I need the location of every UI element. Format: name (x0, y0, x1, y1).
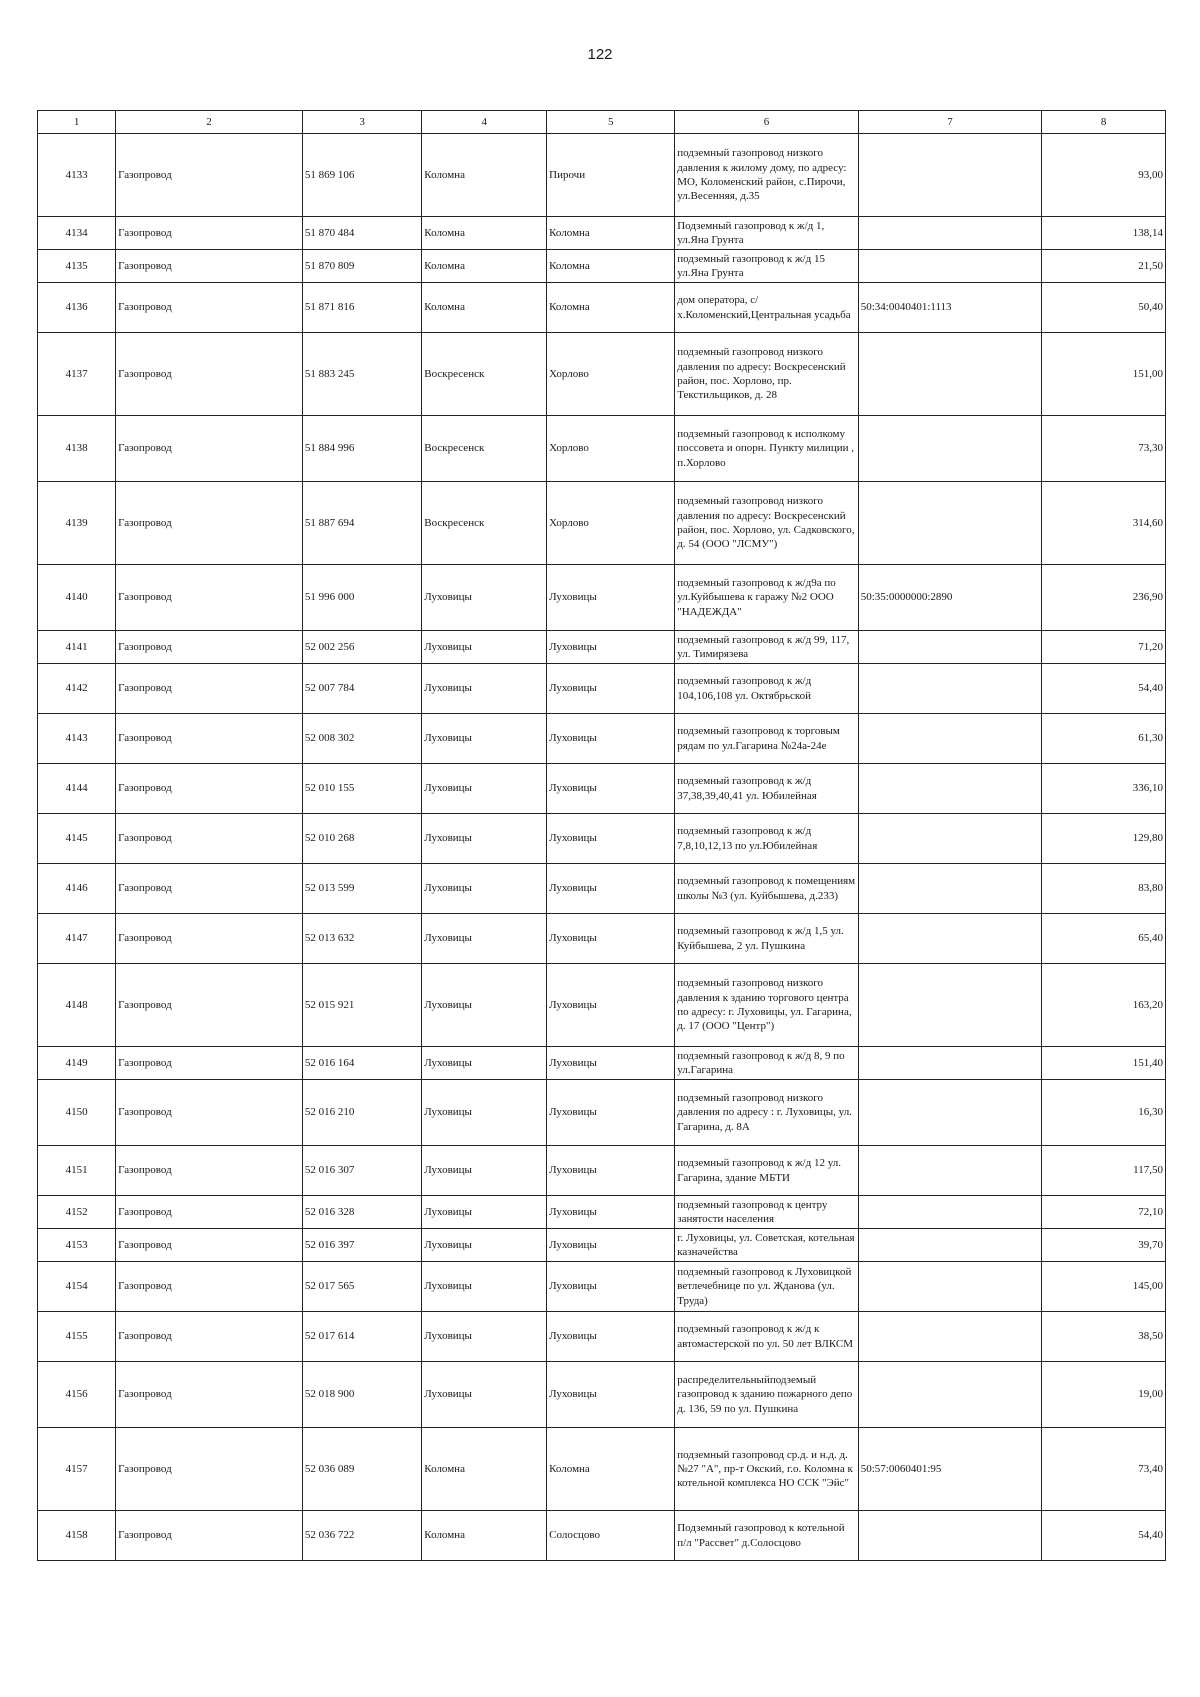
object-code-cell: 52 010 268 (302, 814, 421, 864)
row-number-cell: 4144 (38, 764, 116, 814)
table-row (38, 1362, 1166, 1428)
locality-cell: Луховицы (547, 631, 675, 664)
registry-table (37, 110, 1166, 1561)
row-number-cell: 4148 (38, 964, 116, 1047)
column-header: 5 (547, 111, 675, 134)
table-row (38, 283, 1166, 333)
value-cell: 73,30 (1042, 416, 1166, 482)
district-cell: Луховицы (422, 814, 547, 864)
object-type-cell: Газопровод (116, 1428, 303, 1511)
description-cell: дом оператора, с/х.Коломенский,Центральная усадьба (675, 283, 858, 333)
value-cell: 93,00 (1042, 134, 1166, 217)
description-cell: подземный газопровод к исполкому поссовета и опорн. Пункту милиции , п.Хорлово (675, 416, 858, 482)
object-type-cell: Газопровод (116, 964, 303, 1047)
locality-cell: Хорлово (547, 482, 675, 565)
row-number-cell: 4140 (38, 565, 116, 631)
row-number-cell: 4158 (38, 1511, 116, 1561)
table-row (38, 914, 1166, 964)
value-cell: 151,40 (1042, 1047, 1166, 1080)
object-type-cell: Газопровод (116, 1312, 303, 1362)
district-cell: Коломна (422, 283, 547, 333)
row-number-cell: 4142 (38, 664, 116, 714)
description-cell: подземный газопровод низкого давления к жилому дому, по адресу: МО, Коломенский район, с.Пирочи, ул.Весенняя, д.35 (675, 134, 858, 217)
description-cell: подземный газопровод к торговым рядам по ул.Гагарина №24а-24е (675, 714, 858, 764)
locality-cell: Луховицы (547, 1262, 675, 1312)
cadastral-number-cell (858, 664, 1041, 714)
table-row (38, 333, 1166, 416)
table-row (38, 565, 1166, 631)
object-type-cell: Газопровод (116, 864, 303, 914)
row-number-cell: 4150 (38, 1080, 116, 1146)
value-cell: 61,30 (1042, 714, 1166, 764)
table-row (38, 250, 1166, 283)
district-cell: Луховицы (422, 1229, 547, 1262)
object-code-cell: 51 870 484 (302, 217, 421, 250)
locality-cell: Солосцово (547, 1511, 675, 1561)
cadastral-number-cell: 50:35:0000000:2890 (858, 565, 1041, 631)
row-number-cell: 4133 (38, 134, 116, 217)
row-number-cell: 4152 (38, 1196, 116, 1229)
value-cell: 163,20 (1042, 964, 1166, 1047)
cadastral-number-cell (858, 482, 1041, 565)
district-cell: Коломна (422, 217, 547, 250)
object-type-cell: Газопровод (116, 914, 303, 964)
object-code-cell: 52 036 722 (302, 1511, 421, 1561)
table-row (38, 1229, 1166, 1262)
object-code-cell: 52 013 599 (302, 864, 421, 914)
district-cell: Луховицы (422, 914, 547, 964)
object-code-cell: 52 016 164 (302, 1047, 421, 1080)
object-code-cell: 52 017 565 (302, 1262, 421, 1312)
row-number-cell: 4154 (38, 1262, 116, 1312)
table-row (38, 1047, 1166, 1080)
object-code-cell: 52 016 328 (302, 1196, 421, 1229)
cadastral-number-cell (858, 333, 1041, 416)
description-cell: подземный газопровод к ж/д 12 ул. Гагарина, здание МБТИ (675, 1146, 858, 1196)
district-cell: Луховицы (422, 1080, 547, 1146)
object-code-cell: 52 017 614 (302, 1312, 421, 1362)
column-header: 8 (1042, 111, 1166, 134)
description-cell: подземный газопровод низкого давления к зданию торгового центра по адресу: г. Луховицы, ул. Гагарина, д. 17 (ООО "Центр") (675, 964, 858, 1047)
cadastral-number-cell (858, 764, 1041, 814)
object-type-cell: Газопровод (116, 134, 303, 217)
district-cell: Луховицы (422, 1312, 547, 1362)
object-type-cell: Газопровод (116, 283, 303, 333)
value-cell: 83,80 (1042, 864, 1166, 914)
locality-cell: Луховицы (547, 814, 675, 864)
page-number: 122 (587, 46, 613, 63)
object-code-cell: 51 869 106 (302, 134, 421, 217)
object-code-cell: 52 007 784 (302, 664, 421, 714)
object-type-cell: Газопровод (116, 565, 303, 631)
value-cell: 145,00 (1042, 1262, 1166, 1312)
cadastral-number-cell: 50:57:0060401:95 (858, 1428, 1041, 1511)
object-code-cell: 51 884 996 (302, 416, 421, 482)
district-cell: Луховицы (422, 1047, 547, 1080)
cadastral-number-cell (858, 914, 1041, 964)
object-type-cell: Газопровод (116, 1362, 303, 1428)
value-cell: 16,30 (1042, 1080, 1166, 1146)
locality-cell: Луховицы (547, 864, 675, 914)
cadastral-number-cell (858, 631, 1041, 664)
description-cell: подземный газопровод к помещениям школы №3 (ул. Куйбышева, д.233) (675, 864, 858, 914)
cadastral-number-cell (858, 1229, 1041, 1262)
object-code-cell: 52 008 302 (302, 714, 421, 764)
object-type-cell: Газопровод (116, 250, 303, 283)
locality-cell: Луховицы (547, 1312, 675, 1362)
description-cell: подземный газопровод к ж/д 99, 117, ул. Тимирязева (675, 631, 858, 664)
row-number-cell: 4146 (38, 864, 116, 914)
district-cell: Луховицы (422, 1362, 547, 1428)
object-code-cell: 52 018 900 (302, 1362, 421, 1428)
district-cell: Луховицы (422, 565, 547, 631)
column-header: 3 (302, 111, 421, 134)
column-header: 4 (422, 111, 547, 134)
description-cell: подземный газопровод ср.д. и н.д. д. №27 "А", пр-т Окский, г.о. Коломна к котельной комплекса НО ССК "Эйс" (675, 1428, 858, 1511)
locality-cell: Луховицы (547, 764, 675, 814)
cadastral-number-cell (858, 1511, 1041, 1561)
row-number-cell: 4136 (38, 283, 116, 333)
locality-cell: Луховицы (547, 964, 675, 1047)
description-cell: Подземный газопровод к ж/д 1, ул.Яна Грунта (675, 217, 858, 250)
cadastral-number-cell (858, 217, 1041, 250)
object-type-cell: Газопровод (116, 1511, 303, 1561)
table-row (38, 631, 1166, 664)
table-row (38, 714, 1166, 764)
table-row (38, 864, 1166, 914)
object-code-cell: 52 013 632 (302, 914, 421, 964)
object-code-cell: 52 016 210 (302, 1080, 421, 1146)
object-code-cell: 52 016 307 (302, 1146, 421, 1196)
object-type-cell: Газопровод (116, 217, 303, 250)
object-type-cell: Газопровод (116, 664, 303, 714)
object-code-cell: 52 016 397 (302, 1229, 421, 1262)
value-cell: 236,90 (1042, 565, 1166, 631)
column-header: 7 (858, 111, 1041, 134)
district-cell: Луховицы (422, 1196, 547, 1229)
locality-cell: Коломна (547, 1428, 675, 1511)
object-code-cell: 52 015 921 (302, 964, 421, 1047)
object-type-cell: Газопровод (116, 333, 303, 416)
cadastral-number-cell (858, 416, 1041, 482)
table-row (38, 764, 1166, 814)
district-cell: Воскресенск (422, 482, 547, 565)
description-cell: подземный газопровод к ж/д 8, 9 по ул.Гагарина (675, 1047, 858, 1080)
cadastral-number-cell (858, 1047, 1041, 1080)
district-cell: Луховицы (422, 764, 547, 814)
value-cell: 38,50 (1042, 1312, 1166, 1362)
row-number-cell: 4153 (38, 1229, 116, 1262)
column-header: 6 (675, 111, 858, 134)
locality-cell: Луховицы (547, 565, 675, 631)
locality-cell: Пирочи (547, 134, 675, 217)
description-cell: подземный газопровод к центру занятости населения (675, 1196, 858, 1229)
cadastral-number-cell (858, 1080, 1041, 1146)
table-row (38, 1262, 1166, 1312)
district-cell: Луховицы (422, 664, 547, 714)
cadastral-number-cell (858, 1262, 1041, 1312)
row-number-cell: 4145 (38, 814, 116, 864)
description-cell: подземный газопровод к ж/д9а по ул.Куйбышева к гаражу №2 ООО "НАДЕЖДА" (675, 565, 858, 631)
object-type-cell: Газопровод (116, 1262, 303, 1312)
cadastral-number-cell (858, 1196, 1041, 1229)
value-cell: 19,00 (1042, 1362, 1166, 1428)
table-row (38, 964, 1166, 1047)
row-number-cell: 4147 (38, 914, 116, 964)
description-cell: подземный газопровод к Луховицкой ветлечебнице по ул. Жданова (ул. Труда) (675, 1262, 858, 1312)
locality-cell: Хорлово (547, 333, 675, 416)
district-cell: Воскресенск (422, 333, 547, 416)
description-cell: подземный газопровод к ж/д 104,106,108 ул. Октябрьской (675, 664, 858, 714)
district-cell: Коломна (422, 1428, 547, 1511)
cadastral-number-cell (858, 864, 1041, 914)
table-row (38, 416, 1166, 482)
locality-cell: Луховицы (547, 1080, 675, 1146)
cadastral-number-cell (858, 134, 1041, 217)
row-number-cell: 4143 (38, 714, 116, 764)
header-row (38, 111, 1166, 134)
locality-cell: Коломна (547, 250, 675, 283)
object-type-cell: Газопровод (116, 1146, 303, 1196)
table-row (38, 134, 1166, 217)
object-code-cell: 51 996 000 (302, 565, 421, 631)
description-cell: Подземный газопровод к котельной п/л "Рассвет" д.Солосцово (675, 1511, 858, 1561)
value-cell: 21,50 (1042, 250, 1166, 283)
description-cell: подземный газопровод к ж/д к автомастерской по ул. 50 лет ВЛКСМ (675, 1312, 858, 1362)
object-type-cell: Газопровод (116, 814, 303, 864)
object-type-cell: Газопровод (116, 1196, 303, 1229)
table-row (38, 1312, 1166, 1362)
locality-cell: Луховицы (547, 664, 675, 714)
value-cell: 117,50 (1042, 1146, 1166, 1196)
locality-cell: Луховицы (547, 1146, 675, 1196)
object-type-cell: Газопровод (116, 1047, 303, 1080)
row-number-cell: 4134 (38, 217, 116, 250)
object-type-cell: Газопровод (116, 416, 303, 482)
locality-cell: Луховицы (547, 714, 675, 764)
object-type-cell: Газопровод (116, 714, 303, 764)
table-row (38, 1146, 1166, 1196)
column-header: 2 (116, 111, 303, 134)
value-cell: 336,10 (1042, 764, 1166, 814)
description-cell: подземный газопровод к ж/д 7,8,10,12,13 по ул.Юбилейная (675, 814, 858, 864)
value-cell: 71,20 (1042, 631, 1166, 664)
value-cell: 129,80 (1042, 814, 1166, 864)
object-code-cell: 52 010 155 (302, 764, 421, 814)
description-cell: г. Луховицы, ул. Советская, котельная казначейства (675, 1229, 858, 1262)
table-row (38, 1080, 1166, 1146)
value-cell: 65,40 (1042, 914, 1166, 964)
value-cell: 50,40 (1042, 283, 1166, 333)
description-cell: подземный газопровод к ж/д 1,5 ул. Куйбышева, 2 ул. Пушкина (675, 914, 858, 964)
locality-cell: Луховицы (547, 1362, 675, 1428)
row-number-cell: 4139 (38, 482, 116, 565)
district-cell: Коломна (422, 134, 547, 217)
description-cell: распределительныйподземый газопровод к зданию пожарного депо д. 136, 59 по ул. Пушкина (675, 1362, 858, 1428)
district-cell: Луховицы (422, 1262, 547, 1312)
cadastral-number-cell (858, 1312, 1041, 1362)
row-number-cell: 4149 (38, 1047, 116, 1080)
value-cell: 73,40 (1042, 1428, 1166, 1511)
district-cell: Луховицы (422, 864, 547, 914)
district-cell: Коломна (422, 1511, 547, 1561)
object-code-cell: 51 887 694 (302, 482, 421, 565)
object-code-cell: 52 036 089 (302, 1428, 421, 1511)
district-cell: Луховицы (422, 1146, 547, 1196)
row-number-cell: 4141 (38, 631, 116, 664)
row-number-cell: 4137 (38, 333, 116, 416)
value-cell: 72,10 (1042, 1196, 1166, 1229)
cadastral-number-cell (858, 250, 1041, 283)
cadastral-number-cell (858, 814, 1041, 864)
value-cell: 151,00 (1042, 333, 1166, 416)
row-number-cell: 4156 (38, 1362, 116, 1428)
cadastral-number-cell (858, 964, 1041, 1047)
object-type-cell: Газопровод (116, 631, 303, 664)
column-header: 1 (38, 111, 116, 134)
value-cell: 54,40 (1042, 664, 1166, 714)
object-code-cell: 51 883 245 (302, 333, 421, 416)
description-cell: подземный газопровод низкого давления по адресу: Воскресенский район, пос. Хорлово, ул. Садковского, д. 54 (ООО "ЛСМУ") (675, 482, 858, 565)
object-code-cell: 52 002 256 (302, 631, 421, 664)
description-cell: подземный газопровод низкого давления по адресу : г. Луховицы, ул. Гагарина, д. 8А (675, 1080, 858, 1146)
table-row (38, 1428, 1166, 1511)
object-code-cell: 51 871 816 (302, 283, 421, 333)
value-cell: 39,70 (1042, 1229, 1166, 1262)
locality-cell: Хорлово (547, 416, 675, 482)
description-cell: подземный газопровод к ж/д 37,38,39,40,41 ул. Юбилейная (675, 764, 858, 814)
description-cell: подземный газопровод к ж/д 15 ул.Яна Грунта (675, 250, 858, 283)
object-code-cell: 51 870 809 (302, 250, 421, 283)
table-row (38, 664, 1166, 714)
value-cell: 314,60 (1042, 482, 1166, 565)
value-cell: 138,14 (1042, 217, 1166, 250)
object-type-cell: Газопровод (116, 482, 303, 565)
locality-cell: Коломна (547, 283, 675, 333)
table-row (38, 217, 1166, 250)
row-number-cell: 4157 (38, 1428, 116, 1511)
district-cell: Луховицы (422, 631, 547, 664)
object-type-cell: Газопровод (116, 1080, 303, 1146)
value-cell: 54,40 (1042, 1511, 1166, 1561)
row-number-cell: 4151 (38, 1146, 116, 1196)
locality-cell: Коломна (547, 217, 675, 250)
district-cell: Воскресенск (422, 416, 547, 482)
locality-cell: Луховицы (547, 1047, 675, 1080)
row-number-cell: 4135 (38, 250, 116, 283)
object-type-cell: Газопровод (116, 764, 303, 814)
cadastral-number-cell: 50:34:0040401:1113 (858, 283, 1041, 333)
district-cell: Луховицы (422, 714, 547, 764)
cadastral-number-cell (858, 714, 1041, 764)
district-cell: Луховицы (422, 964, 547, 1047)
row-number-cell: 4155 (38, 1312, 116, 1362)
table-row (38, 814, 1166, 864)
object-type-cell: Газопровод (116, 1229, 303, 1262)
table-row (38, 482, 1166, 565)
table-row (38, 1511, 1166, 1561)
cadastral-number-cell (858, 1362, 1041, 1428)
locality-cell: Луховицы (547, 914, 675, 964)
row-number-cell: 4138 (38, 416, 116, 482)
cadastral-number-cell (858, 1146, 1041, 1196)
description-cell: подземный газопровод низкого давления по адресу: Воскресенский район, пос. Хорлово, пр. Текстильщиков, д. 28 (675, 333, 858, 416)
table-row (38, 1196, 1166, 1229)
district-cell: Коломна (422, 250, 547, 283)
locality-cell: Луховицы (547, 1196, 675, 1229)
locality-cell: Луховицы (547, 1229, 675, 1262)
